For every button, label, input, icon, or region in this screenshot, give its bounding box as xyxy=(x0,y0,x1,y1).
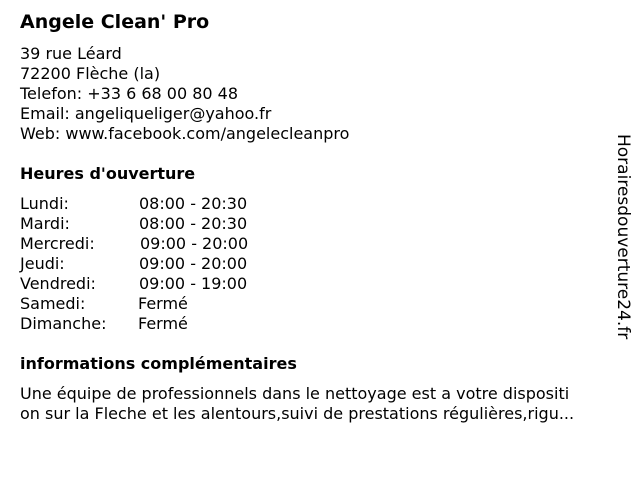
opening-hours-heading: Heures d'ouverture xyxy=(20,164,196,183)
day-label: Samedi: xyxy=(20,294,86,313)
business-name: Angele Clean' Pro xyxy=(20,11,210,33)
description-line: Une équipe de professionnels dans le nettoyage est a votre dispositi xyxy=(20,384,570,403)
day-hours: 09:00 - 20:00 xyxy=(139,254,248,273)
day-hours: Fermé xyxy=(138,294,188,313)
web-text: Web: www.facebook.com/angelecleanpro xyxy=(20,124,350,143)
contact-block xyxy=(20,44,349,144)
address-street: 39 rue Léard xyxy=(20,44,122,63)
email-text: Email: angeliqueliger@yahoo.fr xyxy=(20,104,272,123)
day-label: Vendredi: xyxy=(20,274,96,293)
site-watermark: Horairesdouverture24.fr xyxy=(613,134,633,340)
address-city: 72200 Flèche (la) xyxy=(20,64,161,83)
phone-text: Telefon: +33 6 68 00 80 48 xyxy=(20,84,239,103)
day-hours: 08:00 - 20:30 xyxy=(139,214,248,233)
day-hours: 09:00 - 19:00 xyxy=(139,274,248,293)
day-label: Jeudi: xyxy=(20,254,65,273)
day-label: Lundi: xyxy=(20,194,69,213)
day-label: Mardi: xyxy=(20,214,70,233)
day-label: Mercredi: xyxy=(20,234,95,253)
day-hours: Fermé xyxy=(138,314,188,333)
day-hours: 09:00 - 20:00 xyxy=(140,234,249,253)
day-label: Dimanche: xyxy=(20,314,107,333)
day-hours: 08:00 - 20:30 xyxy=(139,194,248,213)
additional-info-text xyxy=(20,384,630,424)
description-line: on sur la Fleche et les alentours,suivi de prestations régulières,rigu... xyxy=(20,404,575,423)
additional-info-heading: informations complémentaires xyxy=(20,354,297,373)
